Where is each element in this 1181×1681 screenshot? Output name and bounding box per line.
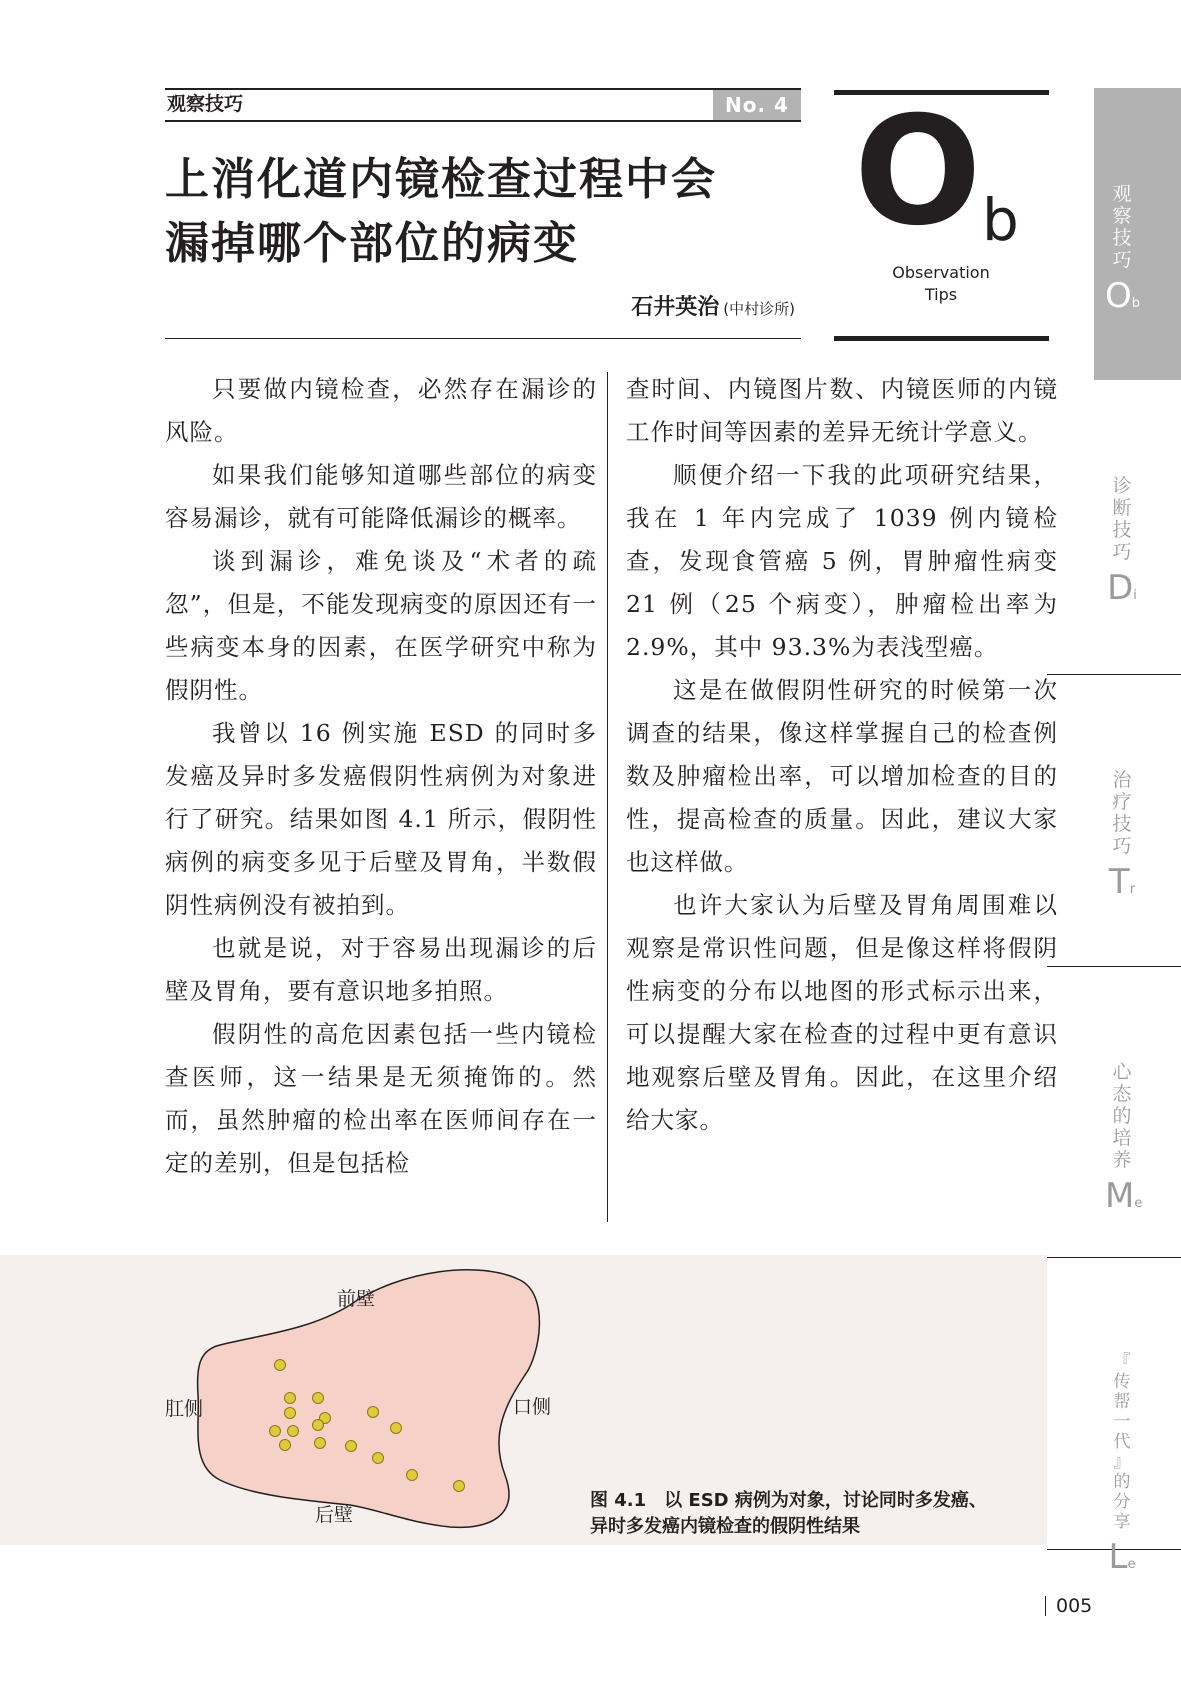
paragraph: 我曾以 16 例实施 ESD 的同时多发癌及异时多发癌假阴性病例为对象进行了研究。结果如图 4.1 所示，假阴性病例的病变多见于后壁及胃角，半数假阴性病例没有被拍到。 <box>165 719 597 919</box>
figure-caption-line-1: 图 4.1 以 ESD 病例为对象，讨论同时多发癌、 <box>590 1490 987 1511</box>
author-name: 石井英治 <box>631 295 720 320</box>
lesion-dot <box>391 1423 402 1434</box>
side-tab-label[interactable]: 观 察 技 巧 <box>1112 183 1132 271</box>
author-line <box>500 293 795 324</box>
logo-bottom-bar <box>834 336 1049 341</box>
lesion-dot <box>315 1438 326 1449</box>
figure-caption <box>590 1488 1040 1540</box>
side-tab-rule <box>1047 1257 1181 1258</box>
logo-caption-1: Observation <box>892 263 990 282</box>
side-tab-letter: Tr <box>1108 862 1136 902</box>
observation-tips-logo <box>834 95 1049 336</box>
lesion-dot <box>346 1441 357 1452</box>
title-divider <box>165 338 801 339</box>
lesion-dot <box>313 1420 324 1431</box>
side-tab-label[interactable]: 诊 断 技 巧 <box>1112 475 1132 563</box>
paragraph: 顺便介绍一下我的此项研究结果，我在 1 年内完成了 1039 例内镜检查，发现食管癌 5 例，胃肿瘤性病变 21 例（25 个病变），肿瘤检出率为 2.9%，其中 93.3%为表浅型癌。 <box>626 461 1058 661</box>
section-label: 观察技巧 <box>167 93 244 115</box>
side-tab-letter: Ob <box>1105 276 1141 316</box>
side-tab-letter: Le <box>1108 1537 1136 1577</box>
title-line-1: 上消化道内镜检查过程中会 <box>165 154 717 205</box>
paragraph: 假阴性的高危因素包括一些内镜检查医师，这一结果是无须掩饰的。然而，虽然肿瘤的检出率在医师间存在一定的差别，但是包括检 <box>165 1020 597 1177</box>
lesion-dot <box>288 1426 299 1437</box>
lesion-dot <box>368 1407 379 1418</box>
lesion-dot <box>407 1470 418 1481</box>
paragraph: 也就是说，对于容易出现漏诊的后壁及胃角，要有意识地多拍照。 <box>165 934 597 1005</box>
side-tab-rule <box>1047 966 1181 967</box>
lesion-dot <box>270 1426 281 1437</box>
paragraph: 谈到漏诊，难免谈及“术者的疏忽”，但是，不能发现病变的原因还有一些病变本身的因素，在医学研究中称为假阴性。 <box>165 547 597 704</box>
paragraph: 只要做内镜检查，必然存在漏诊的风险。 <box>165 375 597 446</box>
logo-big-letter: O <box>854 95 982 259</box>
page-number: 005 <box>1056 1595 1093 1617</box>
body-column-right <box>626 368 1058 1142</box>
lesion-dot <box>285 1393 296 1404</box>
label-oral-side: 口侧 <box>513 1396 552 1418</box>
paragraph: 这是在做假阴性研究的时候第一次调查的结果，像这样掌握自己的检查例数及肿瘤检出率，可以增加检查的目的性，提高检查的质量。因此，建议大家也这样做。 <box>626 676 1058 876</box>
body-column-left <box>165 368 597 1185</box>
lesion-dot <box>285 1408 296 1419</box>
paragraph: 如果我们能够知道哪些部位的病变容易漏诊，就有可能降低漏诊的概率。 <box>165 461 597 532</box>
paragraph: 也许大家认为后壁及胃角周围难以观察是常识性问题，但是像这样将假阴性病变的分布以地图的形式标示出来，可以提醒大家在检查的过程中更有意识地观察后壁及胃角。因此，在这里介绍给大家。 <box>626 891 1058 1134</box>
article-title <box>165 148 785 276</box>
logo-small-letter: b <box>982 186 1019 254</box>
side-tab-label[interactable]: 心 态 的 培 养 <box>1112 1061 1132 1171</box>
article-number-badge: No. 4 <box>713 90 801 120</box>
label-anterior-wall: 前壁 <box>337 1288 376 1310</box>
column-divider <box>607 372 608 1222</box>
title-line-2: 漏掉哪个部位的病变 <box>165 218 579 269</box>
lesion-dot <box>454 1481 465 1492</box>
side-tab-letter: Me <box>1105 1176 1143 1216</box>
side-tab-rule <box>1047 674 1181 675</box>
lesion-dot <box>373 1453 384 1464</box>
side-tab-letter: Di <box>1107 568 1137 608</box>
lesion-dot <box>275 1360 286 1371</box>
side-tab-label[interactable]: 『 传 帮 一 代 』 的 分 享 <box>1113 1352 1131 1532</box>
paragraph-continuation: 查时间、内镜图片数、内镜医师的内镜工作时间等因素的差异无统计学意义。 <box>626 375 1058 446</box>
author-affiliation: (中村诊所) <box>723 300 795 318</box>
page-number-rule <box>1045 1596 1046 1616</box>
header-bottom-rule <box>165 120 801 122</box>
lesion-dot <box>280 1440 291 1451</box>
logo-caption-2: Tips <box>924 285 958 304</box>
stomach-map-figure <box>150 1265 580 1540</box>
side-tab-label[interactable]: 治 疗 技 巧 <box>1112 769 1132 857</box>
label-anal-side: 肛侧 <box>165 1398 204 1420</box>
lesion-dot <box>313 1393 324 1404</box>
figure-caption-line-2: 异时多发癌内镜检查的假阴性结果 <box>590 1516 860 1537</box>
header-top-rule <box>165 88 801 90</box>
label-posterior-wall: 后壁 <box>315 1504 354 1526</box>
